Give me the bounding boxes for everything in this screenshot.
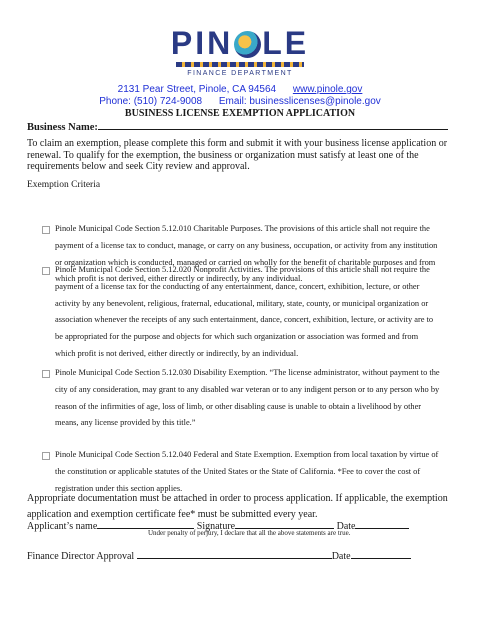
finance-approval-row — [27, 549, 411, 562]
date-label: Date — [336, 521, 356, 532]
form-title: BUSINESS LICENSE EXEMPTION APPLICATION — [124, 108, 356, 119]
department-name: FINANCE DEPARTMENT — [187, 70, 293, 77]
intro-paragraph: To claim an exemption, please complete this form and submit it with your business license application or renewal. To qualify for the exemption, the business or organization must satisfy at least one of the requirements below and seek City review and approval. — [27, 138, 448, 172]
phone: Phone: (510) 724-9008 — [99, 96, 203, 107]
criterion-2-text: Pinole Municipal Code Section 5.12.020 Nonprofit Activities. The provisions of this article shall not require the payment of a license tax for the conducting of any entertainment, dance, concert, exhibition, lecture, or other activity by any benevolent, religious, fraternal, educational, military, state, county, or municipal organization or association whenever the receipts of any such entertainment, dance, concert, exhibition, lecture, or activity are to be appropriated for the purpose and objects for which such organization or association was formed and from which profit is not derived, either directly or indirectly, by an individual. — [55, 265, 434, 358]
date-field[interactable] — [355, 519, 409, 529]
logo-wordmark — [171, 26, 309, 60]
finance-date-label: Date — [331, 551, 351, 562]
address: 2131 Pear Street, Pinole, CA 94564 — [117, 84, 277, 95]
business-name-label: Business Name: — [27, 122, 98, 133]
finance-director-field[interactable] — [137, 549, 332, 559]
signature-label: Signature — [196, 521, 236, 532]
contact-block — [0, 84, 480, 108]
logo-stripe — [176, 62, 304, 67]
logo-word-start: PIN — [170, 25, 234, 61]
criterion-1-text: Pinole Municipal Code Section 5.12.010 Charitable Purposes. The provisions of this article shall not require the payment of a license tax to conduct, manage, or carry on any business, occupation, or activity from any institution or organization which is conducted, managed or carried on wholly for the benefit of charitable purposes and from which profit is not derived, either directly or indirectly, by any individual. — [55, 224, 438, 284]
applicant-name-label: Applicant’s name — [27, 521, 98, 532]
signature-field[interactable] — [235, 519, 334, 529]
criterion-4-checkbox[interactable] — [42, 452, 50, 460]
business-name-row — [27, 120, 448, 133]
logo-word-end: LE — [262, 25, 310, 61]
applicant-name-field[interactable] — [97, 519, 194, 529]
criterion-1-checkbox[interactable] — [42, 226, 50, 234]
criterion-3-text: Pinole Municipal Code Section 5.12.030 Disability Exemption. “The license administrator, without payment to the city of any consideration, may grant to any disabled war veteran or to any indigent person or to any person who by reason of the infirmities of age, loss of limb, or other disabling cause is unable to obtain a livelihood by other means, any license provided by this title.” — [55, 368, 440, 428]
criterion-4-text: Pinole Municipal Code Section 5.12.040 Federal and State Exemption. Exemption from local taxation by virtue of the constitution or applicable statutes of the United States or the State of California. *Fee to cover the cost of registration under this section applies. — [55, 450, 439, 493]
finance-director-label: Finance Director Approval — [27, 551, 135, 562]
website-link[interactable]: www.pinole.gov — [292, 84, 363, 95]
documentation-note: Appropriate documentation must be attached in order to process application. If applicable, the exemption application and exemption certificate fee* must be submitted every year. — [27, 493, 448, 520]
criterion-3-checkbox[interactable] — [42, 370, 50, 378]
city-logo — [0, 26, 480, 77]
perjury-note: Under penalty of perjury, I declare that all the above statements are true. — [148, 529, 351, 537]
criterion-2-checkbox[interactable] — [42, 267, 50, 275]
criteria-heading: Exemption Criteria — [27, 180, 101, 190]
finance-date-field[interactable] — [351, 549, 411, 559]
logo-emblem-icon — [234, 31, 261, 58]
email-link[interactable]: Email: businesslicenses@pinole.gov — [218, 96, 381, 107]
business-name-field[interactable] — [98, 120, 448, 130]
